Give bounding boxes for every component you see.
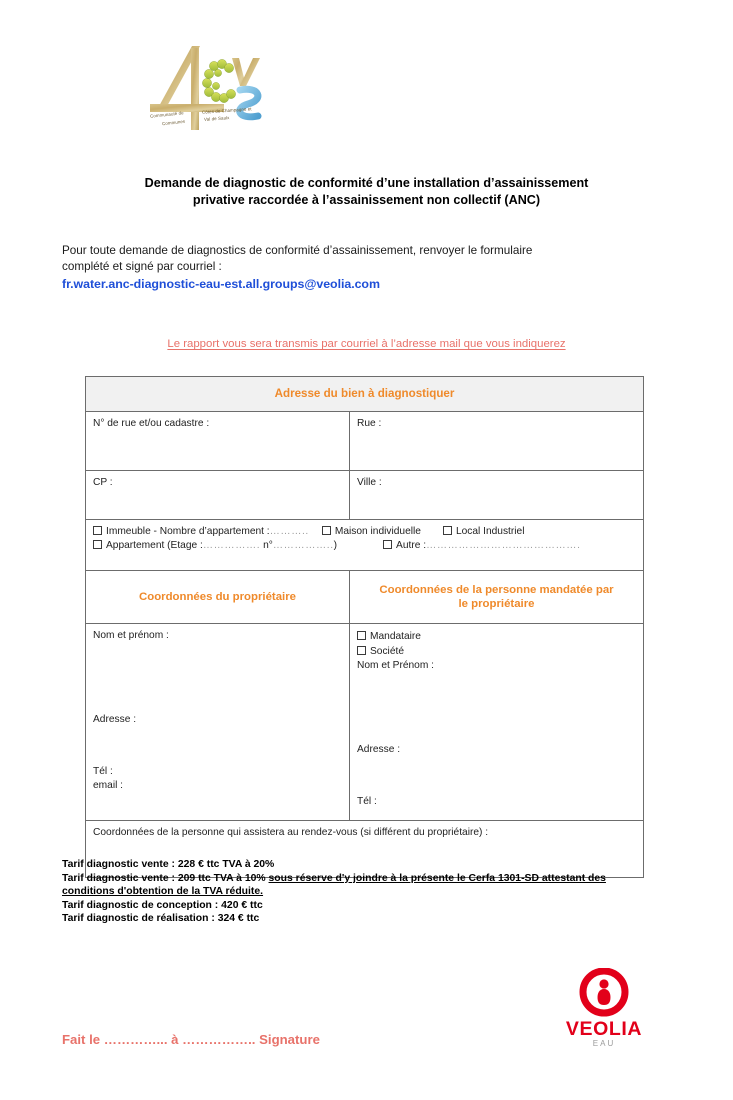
mandated-header-line-1: Coordonnées de la personne mandatée par — [379, 583, 614, 596]
mandataire-checkbox-row — [357, 629, 636, 644]
checkbox-societe-label: Société — [370, 646, 404, 657]
appartement-numero-dots[interactable]: …………….. — [272, 540, 334, 551]
table-row-property-type — [86, 520, 644, 571]
signature-line[interactable]: Fait le …………... à …………….. Signature — [62, 1032, 320, 1047]
tariff-line-2-underlined: sous réserve d'y joindre à la présente le Cerfa 1301-SD attestant des conditions d'obtention de la TVA réduite. — [62, 872, 606, 898]
property-type-checkbox-group — [86, 520, 644, 571]
checkbox-appartement-label: Appartement (Etage — [106, 540, 198, 551]
logo-caption-line-4: Val de Saulx — [203, 115, 230, 122]
tariff-line-4: Tarif diagnostic de réalisation : 324 € ttc — [62, 913, 260, 925]
postcode-label: CP : — [93, 477, 113, 488]
mandated-address-label: Adresse : — [357, 744, 401, 755]
address-section-header-label: Adresse du bien à diagnostiquer — [274, 386, 455, 400]
table-row-contacts-body — [86, 624, 644, 821]
intro-line-2: complété et signé par courriel : — [62, 259, 222, 273]
intro-paragraph — [62, 243, 622, 274]
mandated-details-cell[interactable] — [350, 624, 644, 821]
autre-dots[interactable]: ……………………………………. — [426, 540, 581, 551]
checkbox-appartement[interactable] — [93, 540, 102, 549]
attendee-label: Coordonnées de la personne qui assistera au rendez-vous (si différent du propriétaire) : — [93, 827, 489, 838]
tariff-line-2-plain: Tarif diagnostic vente : 209 ttc TVA à 10% — [62, 872, 269, 884]
checkbox-local-label: Local Industriel — [455, 526, 525, 537]
appartement-numero-label: n° — [263, 540, 273, 551]
contact-email-link[interactable]: fr.water.anc-diagnostic-eau-est.all.groups@veolia.com — [62, 277, 380, 291]
mandated-section-header — [350, 571, 644, 624]
owner-address-label: Adresse : — [93, 714, 137, 725]
checkbox-autre-label: Autre : — [396, 540, 427, 551]
page-title-line-2: privative raccordée à l’assainissement non collectif (ANC) — [192, 193, 541, 207]
checkbox-mandataire-label: Mandataire — [370, 631, 421, 642]
street-number-field[interactable] — [86, 412, 350, 471]
property-type-line-2: Appartement (Etage :……………. n°……………..) Autre :……………………………………. — [93, 539, 636, 553]
street-label: Rue : — [357, 418, 382, 429]
tariff-line-1: Tarif diagnostic vente : 228 € ttc TVA à 20% — [62, 859, 275, 870]
table-row-city — [86, 471, 644, 520]
checkbox-maison-individuelle[interactable] — [322, 526, 331, 535]
checkbox-local-industriel[interactable] — [443, 526, 452, 535]
logo-caption-line-3: Côtes de Champagne et — [201, 106, 252, 115]
appartement-etage-dots[interactable]: ……………. — [202, 540, 261, 551]
tariff-line-3: Tarif diagnostic de conception : 420 € ttc — [62, 899, 263, 911]
owner-name-label: Nom et prénom : — [93, 630, 169, 641]
mandated-header-line-2: le propriétaire — [458, 597, 535, 610]
checkbox-societe[interactable] — [357, 646, 366, 655]
immeuble-count-dots[interactable]: ……….. — [269, 526, 309, 537]
tariffs-block — [62, 858, 642, 926]
owner-section-header-label: Coordonnées du propriétaire — [139, 590, 296, 603]
veolia-mark-icon — [578, 968, 630, 1018]
address-section-header — [86, 377, 644, 412]
table-row-street — [86, 412, 644, 471]
veolia-logo — [556, 968, 652, 1046]
mandated-section-header-label — [379, 583, 613, 611]
checkbox-immeuble[interactable] — [93, 526, 102, 535]
appartement-close-paren: ) — [333, 540, 338, 551]
veolia-wordmark: VEOLIA — [565, 1018, 643, 1040]
report-delivery-notice: Le rapport vous sera transmis par courriel à l’adresse mail que vous indiquerez — [167, 338, 566, 350]
table-row-contacts-header — [86, 571, 644, 624]
mandated-name-label: Nom et Prénom : — [357, 660, 434, 671]
page-title-line-1: Demande de diagnostic de conformité d’une installation d’assainissement — [144, 176, 589, 190]
veolia-subtitle: EAU — [592, 1039, 616, 1048]
logo-caption-line-2: Communes — [161, 118, 186, 127]
owner-section-header — [86, 571, 350, 624]
city-label: Ville : — [357, 477, 382, 488]
tariff-line-2 — [62, 872, 642, 899]
city-field[interactable] — [350, 471, 644, 520]
owner-phone-label: Tél : — [93, 766, 113, 777]
communaute-de-communes-logo — [136, 42, 268, 138]
street-number-label: N° de rue et/ou cadastre : — [93, 418, 210, 429]
societe-checkbox-row — [357, 644, 636, 659]
checkbox-maison-label: Maison individuelle — [334, 526, 421, 537]
property-type-line-1 — [93, 525, 636, 539]
owner-email-label: email : — [93, 780, 124, 791]
checkbox-mandataire[interactable] — [357, 631, 366, 640]
page-title — [60, 175, 673, 209]
table-row-address-header — [86, 377, 644, 412]
owner-details-cell[interactable] — [86, 624, 350, 821]
street-field[interactable] — [350, 412, 644, 471]
checkbox-autre[interactable] — [383, 540, 392, 549]
intro-line-1: Pour toute demande de diagnostics de conformité d’assainissement, renvoyer le formulaire — [62, 244, 533, 257]
logo-caption-line-1: Communauté de — [149, 110, 184, 119]
diagnostic-request-form-table — [85, 376, 644, 878]
postcode-field[interactable] — [86, 471, 350, 520]
cc-logo-graphic — [136, 42, 268, 138]
checkbox-immeuble-label: Immeuble - Nombre d’appartement : — [106, 526, 270, 537]
mandated-phone-label: Tél : — [357, 796, 377, 807]
